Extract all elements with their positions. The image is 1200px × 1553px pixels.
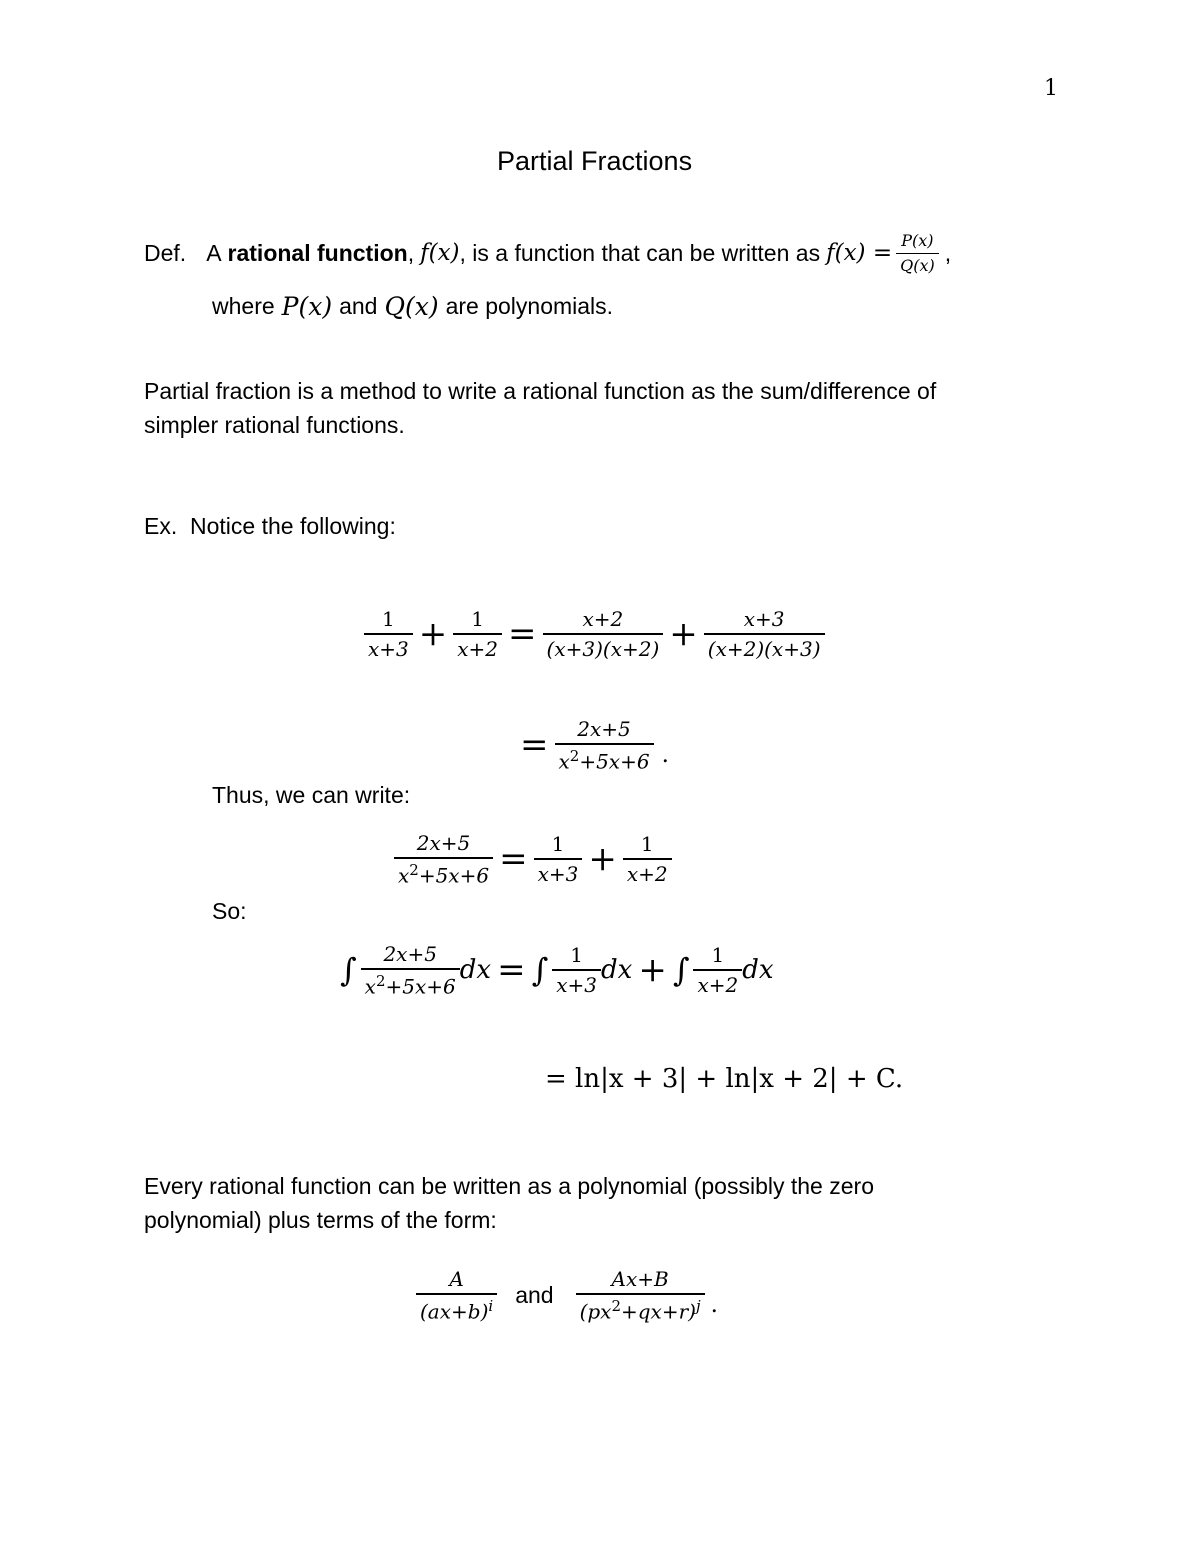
- eq2-den-rest: +5x+6: [579, 749, 650, 774]
- eq4-f1-num: 1: [570, 943, 583, 968]
- equation-2: [514, 718, 669, 773]
- eq4-f1-den: x+3: [552, 969, 601, 996]
- eq4-fraction-1: [552, 944, 601, 996]
- def-line2-end: are polynomials.: [445, 293, 614, 319]
- eq1-plus-2: +: [669, 614, 698, 654]
- eq4-dx-2: dx: [601, 955, 633, 986]
- eq1-f4-den: (x+2)(x+3): [704, 633, 825, 660]
- def-frac-den: Q(x): [896, 253, 939, 275]
- eq4-equals: =: [497, 950, 526, 991]
- eq1-plus-1: +: [418, 614, 448, 654]
- form1-num: A: [449, 1267, 464, 1291]
- def-line2-and: and: [339, 293, 378, 319]
- eq3-fraction-2: [623, 833, 672, 885]
- def-label: Def.: [144, 239, 187, 266]
- definition-line-2: [212, 292, 613, 321]
- eq4-f2-den: x+2: [693, 969, 742, 996]
- example-label: Ex. Notice the following:: [144, 513, 396, 539]
- definition-line-1: [144, 232, 951, 274]
- def-fraction: [896, 232, 939, 274]
- form1-den: [416, 1293, 497, 1323]
- eq3-plus: +: [588, 839, 617, 880]
- eq4-fraction-2: [693, 944, 742, 996]
- def-line2-where: where: [212, 293, 275, 319]
- def-comma-2: ,: [944, 239, 952, 266]
- eq3-f1-num: 1: [551, 832, 565, 857]
- eq4-den-exp: 2: [375, 972, 386, 990]
- eq4-den: [361, 968, 460, 998]
- eq2-den-x: x: [558, 749, 570, 774]
- eq1-fraction-2: [453, 608, 502, 660]
- page-number: 1: [1044, 76, 1058, 101]
- every-line-2: polynomial) plus terms of the form:: [144, 1207, 497, 1233]
- eq3-den-rest: +5x+6: [418, 863, 490, 888]
- eq4-integral-1: ∫: [340, 951, 357, 990]
- eq3-fraction-main: [394, 832, 493, 887]
- eq1-f1-den: x+3: [364, 633, 413, 660]
- equation-1: [364, 608, 825, 660]
- eq4-num: 2x+5: [383, 942, 437, 966]
- eq1-fraction-1: [364, 608, 413, 660]
- eq1-f3-num: x+2: [582, 607, 624, 631]
- forms-and: and: [515, 1281, 554, 1308]
- page-title: Partial Fractions: [497, 146, 693, 176]
- eq1-f4-num: x+3: [743, 607, 785, 631]
- form-fraction-1: [416, 1268, 497, 1323]
- def-middle: , is a function that can be written as: [459, 239, 821, 266]
- eq1-f3-den: (x+3)(x+2): [543, 633, 664, 660]
- def-comma: ,: [407, 239, 415, 266]
- thus-label: Thus, we can write:: [212, 782, 411, 808]
- eq3-den-exp: 2: [409, 861, 419, 879]
- eq1-fraction-4: [704, 608, 825, 660]
- forms-period: .: [710, 1292, 718, 1319]
- eq3-den-x: x: [398, 863, 410, 888]
- eq4-dx-3: dx: [742, 955, 774, 986]
- every-line-1: Every rational function can be written as a polynomial (possibly the zero: [144, 1173, 874, 1199]
- def-fx: f(x): [420, 240, 460, 267]
- eq4-integral-3: ∫: [672, 951, 690, 990]
- equation-5: = ln|x + 3| + ln|x + 2| + C.: [545, 1064, 904, 1094]
- eq1-fraction-3: [543, 608, 664, 660]
- equation-3: [394, 832, 672, 887]
- def-lead: A: [206, 239, 222, 266]
- form1-den-exp: i: [488, 1297, 494, 1315]
- eq3-den: [394, 857, 493, 887]
- eq2-num: 2x+5: [577, 717, 631, 741]
- form1-den-base: (ax+b): [420, 1299, 489, 1324]
- def-frac-num: P(x): [901, 231, 934, 250]
- eq1-equals: =: [508, 614, 537, 654]
- def-fx-eq: f(x) =: [826, 240, 893, 267]
- eq3-f1-den: x+3: [534, 858, 583, 885]
- eq4-den-rest: +5x+6: [385, 974, 456, 999]
- eq4-den-x: x: [364, 974, 376, 999]
- eq1-f2-num: 1: [471, 607, 485, 631]
- eq3-fraction-1: [534, 833, 583, 885]
- eq3-equals: =: [499, 839, 528, 880]
- intro-line-1: Partial fraction is a method to write a rational function as the sum/difference of: [144, 378, 937, 404]
- eq4-f2-num: 1: [711, 943, 725, 968]
- eq1-f1-num: 1: [382, 607, 395, 631]
- def-line2-Q: Q(x): [384, 292, 439, 321]
- eq2-den: [555, 743, 654, 773]
- equation-4: [340, 943, 774, 998]
- form2-den: [576, 1293, 705, 1323]
- form2-den-b: +qx+r): [621, 1299, 696, 1324]
- def-line2-P: P(x): [281, 292, 333, 321]
- eq4-integral-2: ∫: [531, 951, 549, 990]
- forms-equation: [416, 1268, 718, 1323]
- eq3-f2-den: x+2: [623, 858, 672, 885]
- form2-den-exp1: 2: [611, 1297, 621, 1315]
- form2-den-a: (px: [579, 1299, 612, 1324]
- so-label: So:: [212, 898, 247, 924]
- eq2-period: .: [661, 742, 669, 769]
- eq2-equals: =: [520, 725, 549, 766]
- eq4-fraction-main: [361, 943, 460, 998]
- form2-den-exp2: j: [695, 1297, 701, 1315]
- def-term: rational function: [227, 239, 408, 266]
- form2-num: Ax+B: [611, 1267, 669, 1291]
- eq3-num: 2x+5: [416, 831, 471, 855]
- eq2-fraction: [555, 718, 654, 773]
- eq4-plus: +: [638, 950, 667, 991]
- eq1-f2-den: x+2: [453, 633, 502, 660]
- eq4-dx-1: dx: [459, 955, 492, 986]
- eq2-den-exp: 2: [569, 747, 580, 765]
- eq3-f2-num: 1: [640, 832, 654, 857]
- intro-line-2: simpler rational functions.: [144, 412, 405, 438]
- form-fraction-2: [576, 1268, 705, 1323]
